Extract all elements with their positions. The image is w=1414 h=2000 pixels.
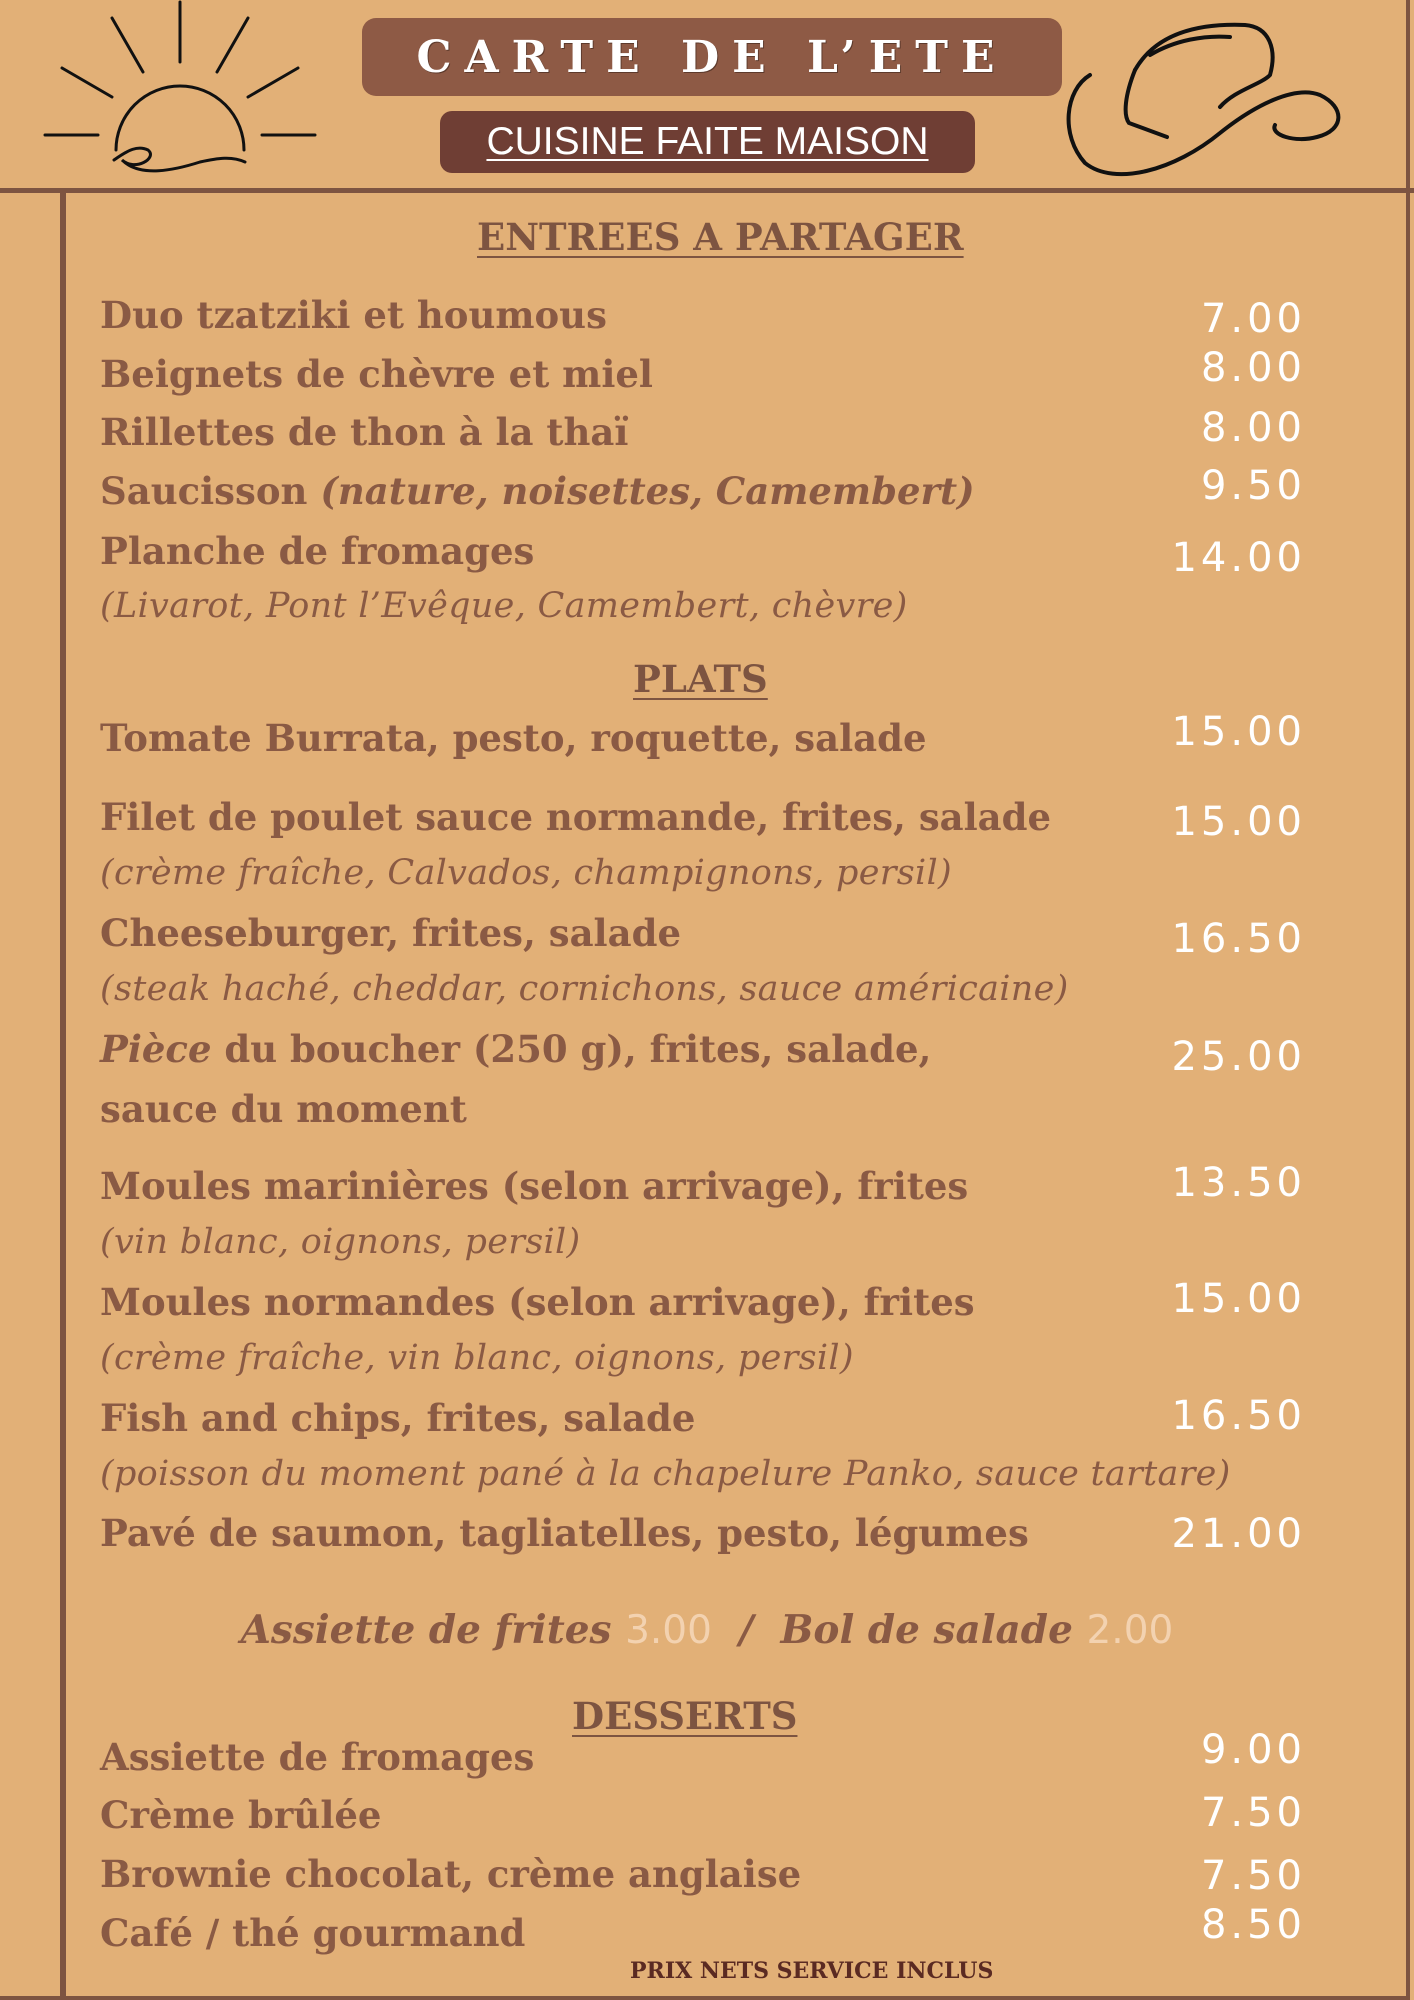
menu-item-description: (crème fraîche, vin blanc, oignons, persil) (100, 1338, 854, 1378)
menu-item-price: 14.00 (1171, 535, 1306, 581)
salad-label: Bol de salade (780, 1607, 1073, 1653)
menu-item-price: 9.50 (1200, 463, 1306, 509)
footer-note: PRIX NETS SERVICE INCLUS (630, 1958, 994, 1984)
salad-price: 2.00 (1086, 1608, 1174, 1653)
menu-item-name: Rillettes de thon à la thaï (100, 410, 629, 454)
menu-item-price: 21.00 (1171, 1511, 1306, 1557)
menu-item-price: 25.00 (1171, 1034, 1306, 1080)
menu-item-name-italic: Pièce (100, 1027, 212, 1071)
menu-item-name (100, 1027, 931, 1071)
menu-item-name: Planche de fromages (100, 529, 535, 573)
menu-item-name: Fish and chips, frites, salade (100, 1396, 696, 1440)
menu-item-description: (Livarot, Pont l’Evêque, Camembert, chèvre) (100, 586, 908, 626)
menu-item-name: Cheeseburger, frites, salade (100, 911, 681, 955)
menu-item-price: 7.50 (1200, 1790, 1306, 1836)
menu-item-name: Brownie chocolat, crème anglaise (100, 1852, 802, 1896)
menu-item-price: 8.00 (1200, 345, 1306, 391)
menu-item-name (100, 469, 975, 513)
menu-item-price: 16.50 (1171, 916, 1306, 962)
menu-item-name: Crème brûlée (100, 1793, 382, 1837)
menu-item-description: (steak haché, cheddar, cornichons, sauce américaine) (100, 969, 1069, 1009)
menu-item-price: 15.00 (1171, 709, 1306, 755)
menu-item-price: 8.50 (1200, 1902, 1306, 1948)
menu-item-price: 7.50 (1200, 1853, 1306, 1899)
left-border-line (60, 193, 66, 2000)
menu-item-name: Assiette de fromages (100, 1735, 535, 1779)
menu-item-price: 16.50 (1171, 1393, 1306, 1439)
menu-item-name: Café / thé gourmand (100, 1911, 526, 1955)
menu-item-price: 13.50 (1171, 1160, 1306, 1206)
menu-item-name: Tomate Burrata, pesto, roquette, salade (100, 716, 927, 760)
section-heading-entrees: ENTREES A PARTAGER (477, 215, 964, 259)
section-heading-desserts: DESSERTS (572, 1694, 798, 1738)
menu-item-description: (vin blanc, oignons, persil) (100, 1222, 581, 1262)
menu-item-price: 15.00 (1171, 799, 1306, 845)
menu-item-name-line2: sauce du moment (100, 1087, 467, 1131)
sun-icon (40, 0, 320, 180)
menu-item-name: Moules normandes (selon arrivage), frites (100, 1280, 975, 1324)
menu-item-name: Beignets de chèvre et miel (100, 352, 653, 396)
menu-subtitle: CUISINE FAITE MAISON (486, 120, 929, 163)
cowboy-hat-icon (1055, 15, 1355, 185)
sides-line (0, 1607, 1414, 1653)
section-heading-plats: PLATS (633, 657, 768, 701)
subtitle-banner (440, 111, 975, 173)
menu-item-price: 15.00 (1171, 1276, 1306, 1322)
title-banner (362, 18, 1062, 96)
menu-item-description: (crème fraîche, Calvados, champignons, persil) (100, 853, 952, 893)
menu-item-name-main: Saucisson (100, 469, 321, 513)
menu-item-price: 8.00 (1200, 405, 1306, 451)
menu-item-name: Pavé de saumon, tagliatelles, pesto, légumes (100, 1511, 1029, 1555)
menu-title: CARTE DE L’ETE (416, 31, 1008, 83)
menu-item-description: (poisson du moment pané à la chapelure Panko, sauce tartare) (100, 1454, 1231, 1494)
menu-item-name: Filet de poulet sauce normande, frites, salade (100, 795, 1052, 839)
menu-item-name-italic: (nature, noisettes, Camembert) (320, 469, 975, 513)
header-divider (0, 188, 1414, 193)
menu-item-name-main: du boucher (250 g), frites, salade, (211, 1027, 932, 1071)
fries-price: 3.00 (625, 1608, 712, 1653)
menu-item-price: 9.00 (1200, 1727, 1306, 1773)
sides-separator: / (739, 1607, 754, 1653)
menu-item-name: Moules marinières (selon arrivage), frites (100, 1164, 969, 1208)
fries-label: Assiette de frites (240, 1607, 612, 1653)
menu-item-name: Duo tzatziki et houmous (100, 293, 607, 337)
menu-item-price: 7.00 (1200, 296, 1306, 342)
